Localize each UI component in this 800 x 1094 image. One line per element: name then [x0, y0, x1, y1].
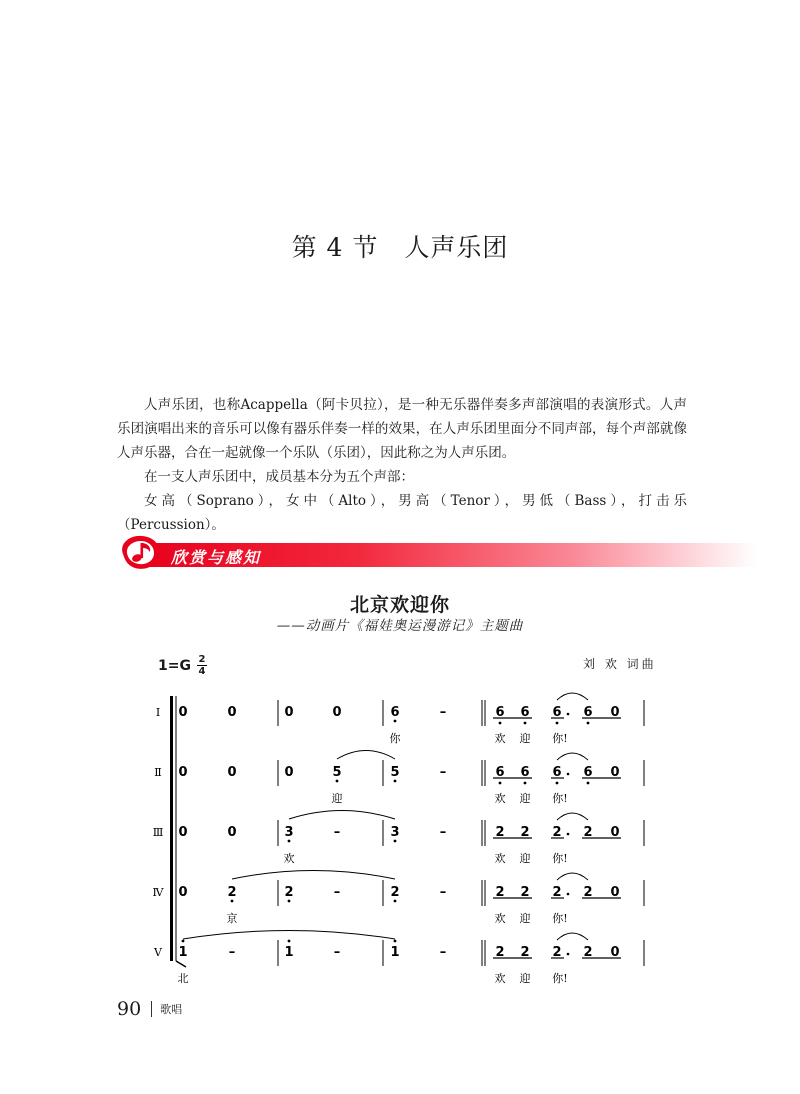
note: 6: [583, 705, 593, 720]
lyric: 你!: [552, 792, 568, 805]
augmentation-dot: [567, 773, 570, 776]
note: –: [439, 885, 447, 900]
octave-dot: [231, 900, 234, 903]
octave-dot: [394, 840, 397, 843]
augmentation-dot: [567, 833, 570, 836]
note: 2: [495, 945, 505, 960]
octave-dot: [288, 900, 291, 903]
section-title: [0, 228, 800, 264]
note: –: [333, 885, 341, 900]
note: 0: [610, 765, 620, 780]
lyric: 欢: [494, 852, 506, 865]
note: –: [439, 765, 447, 780]
note: 0: [178, 705, 188, 720]
note: 0: [610, 705, 620, 720]
note: 0: [610, 885, 620, 900]
octave-dot: [288, 940, 291, 943]
note: 1: [178, 945, 188, 960]
lyric: 迎: [519, 972, 531, 985]
intro-text: [117, 393, 687, 537]
note: –: [333, 945, 341, 960]
note: –: [439, 945, 447, 960]
tie-arc: [557, 813, 588, 820]
lyric: 迎: [519, 852, 531, 865]
lyric: 欢: [494, 912, 506, 925]
lyric: 迎: [519, 732, 531, 745]
augmentation-dot: [567, 953, 570, 956]
lyric: 北: [177, 972, 189, 985]
tie-arc: [183, 931, 395, 940]
footer-label: 歌唱: [160, 1003, 183, 1016]
note: 0: [610, 945, 620, 960]
note: 2: [552, 825, 562, 840]
appreciation-banner: [117, 532, 757, 572]
note: –: [439, 825, 447, 840]
part-label: Ⅱ: [154, 766, 162, 779]
octave-dot: [288, 840, 291, 843]
note: –: [228, 945, 236, 960]
note: 6: [552, 705, 562, 720]
time-signature-top: 2: [198, 654, 206, 665]
lyric: 迎: [519, 912, 531, 925]
note: 6: [520, 705, 530, 720]
note: –: [333, 825, 341, 840]
octave-dot: [182, 940, 185, 943]
lyric: 你!: [552, 852, 568, 865]
lyric: 欢: [494, 972, 506, 985]
score-bracket: [170, 696, 173, 961]
note: 1: [390, 945, 400, 960]
time-signature: [196, 654, 208, 677]
tie-arc: [557, 753, 588, 760]
note: 2: [520, 825, 530, 840]
octave-dot: [524, 782, 527, 785]
note: 2: [284, 885, 294, 900]
tie-arc: [337, 751, 395, 760]
lyric: 迎: [519, 792, 531, 805]
note: 2: [583, 945, 593, 960]
note: 6: [583, 765, 593, 780]
note: 2: [583, 885, 593, 900]
note: –: [439, 705, 447, 720]
part-label: Ⅴ: [154, 946, 162, 959]
page-number: 90: [117, 998, 142, 1020]
note: 2: [495, 885, 505, 900]
octave-dot: [394, 780, 397, 783]
page-footer: [117, 998, 182, 1020]
tie-arc: [557, 933, 588, 940]
part-label: Ⅲ: [152, 826, 164, 839]
note: 0: [610, 825, 620, 840]
octave-dot: [336, 780, 339, 783]
lyric: 京: [226, 912, 238, 925]
note: 3: [284, 825, 294, 840]
octave-dot: [524, 722, 527, 725]
augmentation-dot: [567, 713, 570, 716]
note: 0: [332, 705, 342, 720]
tie-arc: [289, 811, 395, 820]
note: 1: [284, 945, 294, 960]
lyric: 欢: [494, 732, 506, 745]
intro-paragraph-1: 人声乐团，也称Acappella（阿卡贝拉），是一种无乐器伴奏多声部演唱的表演形式。人声乐团演唱出来的音乐可以像有器乐伴奏一样的效果，在人声乐团里面分不同声部，每个声部就像人声乐器，合在一起就像一个乐队（乐团），因此称之为人声乐团。: [117, 397, 687, 461]
time-signature-bottom: 4: [198, 666, 206, 677]
note: 2: [495, 825, 505, 840]
banner-label: 欣赏与感知: [171, 548, 262, 567]
song-subtitle: ——动画片《福娃奥运漫游记》主题曲: [276, 618, 524, 634]
section-number: 第 4 节: [291, 233, 379, 262]
lyric: 你!: [552, 972, 568, 985]
note: 6: [520, 765, 530, 780]
note: 2: [390, 885, 400, 900]
lyric: 迎: [331, 792, 343, 805]
song-credit: 刘 欢 词曲: [583, 657, 657, 671]
octave-dot: [394, 940, 397, 943]
octave-dot: [587, 722, 590, 725]
part-label: Ⅰ: [155, 706, 161, 719]
lyric: 你!: [552, 912, 568, 925]
tie-arc: [557, 693, 588, 700]
note: 2: [583, 825, 593, 840]
note: 2: [552, 885, 562, 900]
note: 0: [284, 765, 294, 780]
note: 0: [178, 765, 188, 780]
octave-dot: [499, 782, 502, 785]
augmentation-dot: [567, 893, 570, 896]
song-title: 北京欢迎你: [349, 594, 450, 616]
lyric: 你: [389, 732, 401, 745]
lyric: 欢: [494, 792, 506, 805]
note: 6: [495, 765, 505, 780]
note: 6: [552, 765, 562, 780]
note: 2: [552, 945, 562, 960]
intro-paragraph-2: 在一支人声乐团中，成员基本分为五个声部：: [144, 469, 414, 485]
lyric: 欢: [283, 852, 295, 865]
octave-dot: [587, 782, 590, 785]
octave-dot: [394, 720, 397, 723]
note: 2: [227, 885, 237, 900]
key-signature: 1=G: [158, 658, 191, 674]
note: 0: [227, 705, 237, 720]
tie-arc: [232, 871, 395, 880]
intro-paragraph-3: 女高（Soprano），女中（Alto），男高（Tenor），男低（Bass），打击乐（Percussion）。: [117, 493, 687, 533]
footer-divider: [151, 1001, 152, 1017]
octave-dot: [499, 722, 502, 725]
octave-dot: [394, 900, 397, 903]
note: 0: [178, 825, 188, 840]
octave-dot: [556, 782, 559, 785]
octave-dot: [556, 722, 559, 725]
note: 2: [520, 885, 530, 900]
music-note-icon: [117, 532, 165, 572]
lyric: 你!: [552, 732, 568, 745]
tie-arc: [557, 873, 588, 880]
note: 6: [390, 705, 400, 720]
section-name: 人声乐团: [404, 233, 509, 262]
note: 5: [390, 765, 400, 780]
score-bracket-hook: [176, 961, 186, 967]
note: 0: [284, 705, 294, 720]
note: 0: [227, 825, 237, 840]
note: 0: [178, 885, 188, 900]
note: 0: [227, 765, 237, 780]
note: 6: [495, 705, 505, 720]
note: 5: [332, 765, 342, 780]
part-label: Ⅳ: [152, 886, 164, 899]
note: 3: [390, 825, 400, 840]
note: 2: [520, 945, 530, 960]
